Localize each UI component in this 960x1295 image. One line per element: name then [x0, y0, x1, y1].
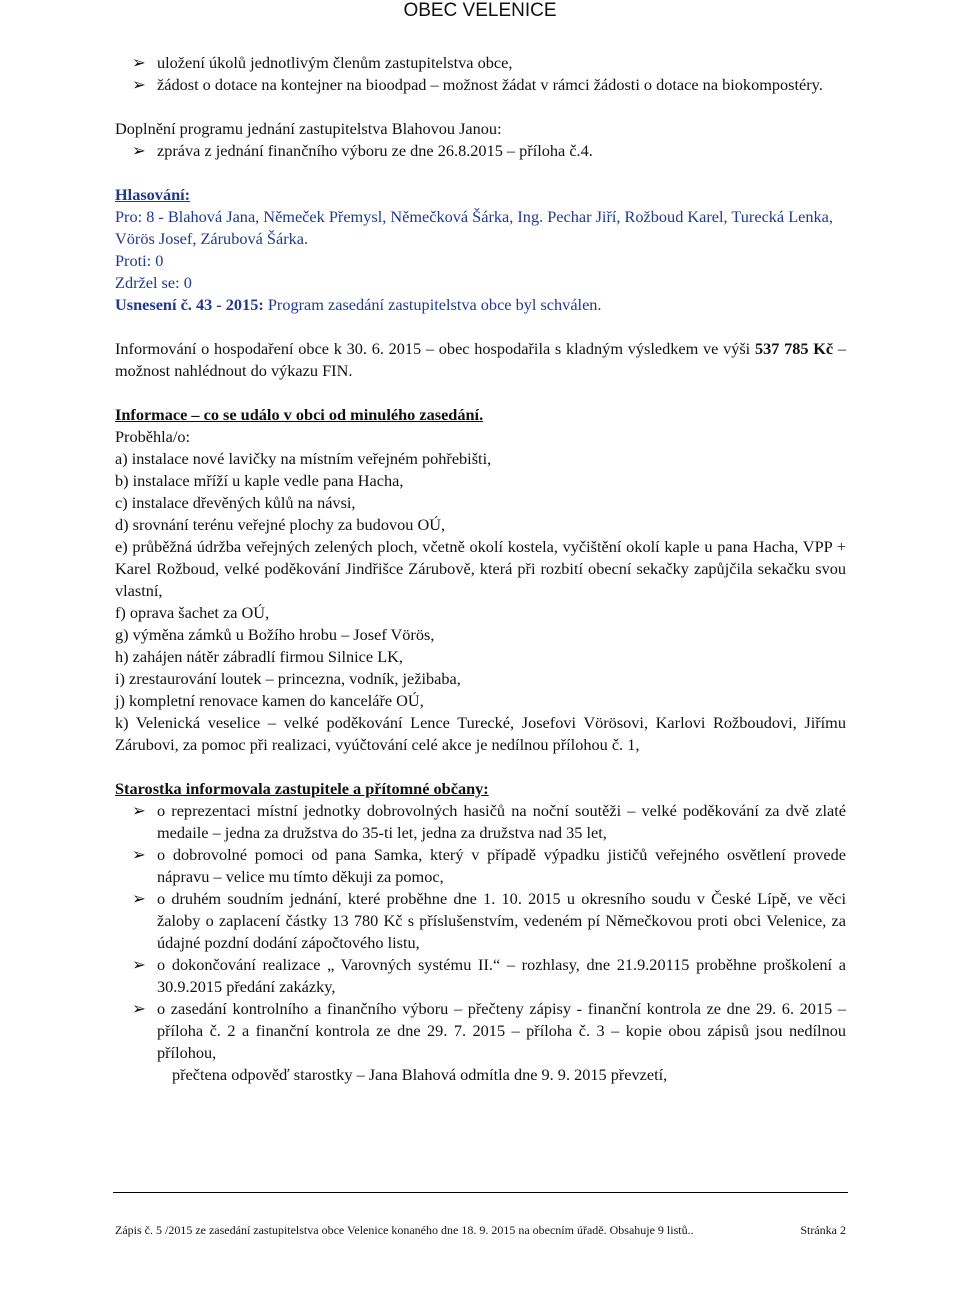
finance-info [115, 338, 846, 382]
list-item-text: žádost o dotace na kontejner na bioodpad – možnost žádat v rámci žádosti o dotace na biokompostéry. [157, 75, 823, 94]
arrow-bullet-icon: ➢ [132, 845, 146, 864]
list-item [132, 954, 846, 998]
arrow-bullet-icon: ➢ [132, 141, 146, 160]
arrow-bullet-icon: ➢ [132, 75, 146, 94]
mayor-heading: Starostka informovala zastupitele a přítomné občany: [115, 779, 489, 798]
list-item [132, 74, 846, 96]
list-item [132, 888, 846, 954]
list-item-text: o zasedání kontrolního a finančního výboru – přečteny zápisy - finanční kontrola ze dne 29. 6. 2015 – příloha č. 2 a finanční kontrola ze dne 29. 7. 2015 – příloha č. 3 – kopie obou zápisů jsou nedílnou přílohou, [157, 999, 846, 1062]
arrow-bullet-icon: ➢ [132, 889, 146, 908]
list-item [132, 844, 846, 888]
resolution [115, 294, 846, 316]
list-item [132, 800, 846, 844]
list-item-text: zpráva z jednání finančního výboru ze dne 26.8.2015 – příloha č.4. [157, 141, 593, 160]
list-item: j) kompletní renovace kamen do kanceláře OÚ, [115, 691, 424, 710]
list-item: e) průběžná údržba veřejných zelených ploch, včetně okolí kostela, vyčištění okolí kaple u pana Hacha, VPP + Karel Rožboud, velké poděkování Jindřišce Zárubově, která při rozbití obecní sekačky zapůjčila sekačku svou vlastní, [115, 537, 846, 600]
document-body [115, 52, 846, 1086]
finance-text-post: – možnost nahlédnout do výkazu FIN. [115, 339, 847, 380]
list-item-text: o dobrovolné pomoci od pana Samka, který v případě výpadku jističů veřejného osvětlení provede nápravu – velice mu tímto děkuji za pomoc, [157, 845, 846, 886]
page-header-title: OBEC VELENICE [403, 0, 557, 21]
voting-proti: Proti: 0 [115, 251, 164, 270]
voting-zdrzel: Zdržel se: 0 [115, 273, 192, 292]
list-item: i) zrestaurování loutek – princezna, vodník, ježibaba, [115, 669, 461, 688]
list-item: a) instalace nové lavičky na místním veřejném pohřebišti, [115, 449, 492, 468]
voting-heading: Hlasování: [115, 185, 191, 204]
list-item: b) instalace mříží u kaple vedle pana Hacha, [115, 471, 404, 490]
list-item: k) Velenická veselice – velké poděkování Lence Turecké, Josefovi Vörösovi, Karlovi Rožboudovi, Jiřímu Zárubovi, za pomoc při realizaci, vyúčtování celé akce je nedílnou přílohou č. 1, [115, 713, 846, 754]
arrow-bullet-icon: ➢ [132, 53, 146, 72]
voting-pro: Pro: 8 - Blahová Jana, Němeček Přemysl, Němečková Šárka, Ing. Pechar Jiří, Rožboud Karel, Turecká Lenka, Vörös Josef, Zárubová Šárka. [115, 207, 833, 248]
addition-intro: Doplnění programu jednání zastupitelstva Blahovou Janou: [115, 119, 502, 138]
mayor-after-text: přečtena odpověď starostky – Jana Blahová odmítla dne 9. 9. 2015 převzetí, [172, 1065, 668, 1084]
list-item [132, 140, 846, 162]
list-item: f) oprava šachet za OÚ, [115, 603, 270, 622]
events-list [115, 448, 846, 756]
events-heading: Informace – co se událo v obci od minulého zasedání. [115, 405, 484, 424]
resolution-label: Usnesení č. 43 - 2015: [115, 295, 264, 314]
arrow-bullet-icon: ➢ [132, 999, 146, 1018]
list-item-text: uložení úkolů jednotlivým členům zastupitelstva obce, [157, 53, 513, 72]
list-item: g) výměna zámků u Božího hrobu – Josef Vörös, [115, 625, 435, 644]
footer-divider [113, 1192, 848, 1193]
list-item-text: o dokončování realizace „ Varovných systému II.“ – rozhlasy, dne 21.9.20115 proběhne proškolení a 30.9.2015 předání zakázky, [157, 955, 846, 996]
finance-text: Informování o hospodaření obce k 30. 6. 2015 – obec hospodařila s kladným výsledkem ve výši [115, 339, 755, 358]
list-item: d) srovnání terénu veřejné plochy za budovou OÚ, [115, 515, 446, 534]
page-number: Stránka 2 [800, 1223, 846, 1237]
arrow-bullet-icon: ➢ [132, 955, 146, 974]
list-item: h) zahájen nátěr zábradlí firmou Silnice LK, [115, 647, 403, 666]
events-intro: Proběhla/o: [115, 427, 191, 446]
list-item [132, 52, 846, 74]
resolution-text: Program zasedání zastupitelstva obce byl schválen. [263, 295, 602, 314]
list-item-text: o reprezentaci místní jednotky dobrovolných hasičů na noční soutěži – velké poděkování za dvě zlaté medaile – jedna za družstva do 35-ti let, jedna za družstva nad 35 let, [157, 801, 846, 842]
list-item: c) instalace dřevěných kůlů na návsi, [115, 493, 356, 512]
arrow-bullet-icon: ➢ [132, 801, 146, 820]
finance-amount: 537 785 Kč [754, 339, 834, 358]
footer-left-text: Zápis č. 5 /2015 ze zasedání zastupitelstva obce Velenice konaného dne 18. 9. 2015 na obecním úřadě. Obsahuje 9 listů.. [115, 1223, 694, 1237]
list-item-text: o druhém soudním jednání, které proběhne dne 1. 10. 2015 u okresního soudu v České Lípě, ve věci žaloby o zaplacení částky 13 780 Kč s příslušenstvím, vedeném pí Němečkovou proti obci Velenice, za údajné pozdní dodání zápočtového listu, [157, 889, 846, 952]
list-item [132, 998, 846, 1064]
page-footer [115, 1222, 846, 1238]
